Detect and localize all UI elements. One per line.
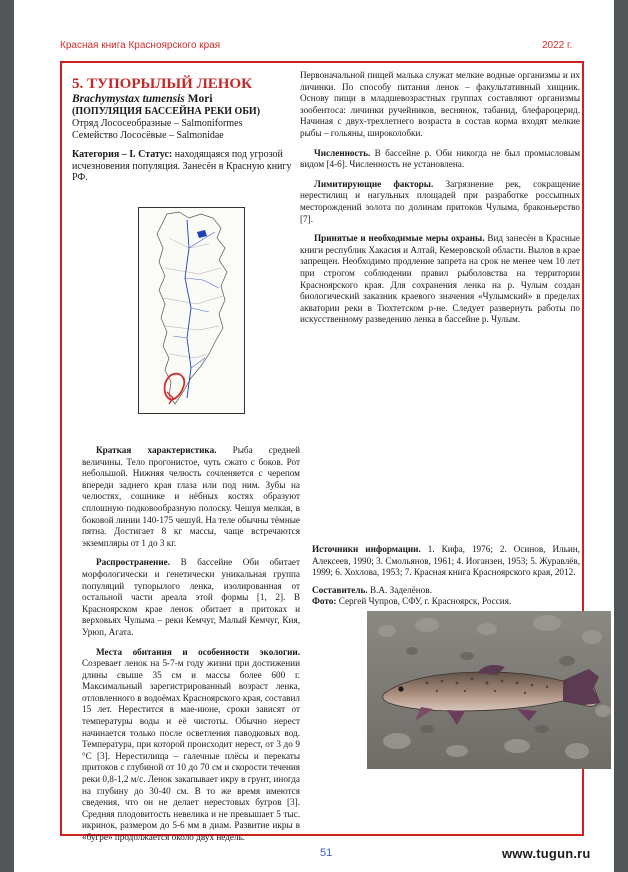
range-map-svg <box>139 208 244 413</box>
left-column <box>72 76 300 184</box>
right-lower-column <box>312 544 580 608</box>
ecology-text: Созревает ленок на 5-7-м году жизни при достижении длины свыше 35 см и массы более 600 г. Максимальный зарегистрированный возраст ленка, отловленного в водоёмах Красноярского края, составил 15 лет. Нерестится в мае-июне, сроки зависят от температуры воды и её чистоты. Обычно нерест начинается только после осветления паводковых вод. Температура, при которой происходит нерест, от 3 до 9 °С [3]. Нерестилища – галечные плёсы и перекаты притоков с глубиной от 10 до 70 см и скорости течения реки 0,8-1,2 м/с. Ленок закапывает икру в грунт, иногда на глубину до 30-40 см. В то же время имеются сведения, что он не делает нерестовых бугров [3]. Средняя плодовитость невелика и не превышает 5 тыс. икринок, размером до 5-6 мм в диам. Развитие икры в «бугре» продолжается около двух недель. <box>82 658 300 842</box>
characteristics-heading: Краткая характеристика. <box>96 445 217 455</box>
right-column <box>300 70 580 326</box>
ecology-paragraph <box>82 647 300 844</box>
watermark: www.tugun.ru <box>502 846 591 861</box>
page-number: 51 <box>320 847 333 859</box>
protection-text: Вид занесён в Красные книги республик Хакасия и Алтай, Кемеровской области. Вылов в крае запрещен. Необходимо продление запрета на срок не менее чем 10 лет при строгом соблюдении правил рыболовства на территории Красноярского края. Для сохранения ленка на р. Чулым создан биологический заказник краевого значения «Чулымский» в пределах акватории реки в Тюхтетском р-не. Следует развернуть работы по искусственному разведению ленка в бассейне р. Чулым. <box>300 233 580 325</box>
author-text: В.А. Заделёнов. <box>369 584 432 595</box>
fish-photo-svg <box>367 611 611 769</box>
food-paragraph: Первоначальной пищей малька служат мелкие водные организмы и их личинки. По способу питания ленок – факультативный хищник. Основу пищи в младшевозрастных группах составляют организмы зообентоса: личинки ручейников, веснянок, табанид, блефароцерид. Начиная с двух-трехлетнего возраста в состав корма входят мелкие рыбы – гольяны, широколобки. <box>300 70 580 138</box>
distribution-text: В бассейне Оби обитает морфологически и генетически уникальная группа популяций тупорылого ленка, изолированная от остальной части ареала этой формы [1, 2]. В Красноярском крае ленок обитает в притоках и верховьях Чулыма – реки Кемчуг, Малый Кемчуг, Кия, Урюп, Агата. <box>82 557 300 637</box>
latin-binomial: Brachymystax tumensis <box>72 93 185 105</box>
taxonomy-family: Семейство Лососёвые – Salmonidae <box>72 130 224 141</box>
population-label: (ПОПУЛЯЦИЯ БАССЕЙНА РЕКИ ОБИ) <box>72 106 261 117</box>
photo-credit-heading: Фото: <box>312 596 337 607</box>
author-paragraph <box>312 585 580 597</box>
fish-photo <box>367 611 611 769</box>
left-lower-column <box>82 445 300 844</box>
protection-heading: Принятые и необходимые меры охраны. <box>314 233 485 244</box>
limiting-paragraph <box>300 179 580 225</box>
species-name: ТУПОРЫЛЫЙ ЛЕНОК <box>87 76 252 92</box>
protection-paragraph <box>300 233 580 326</box>
species-title <box>72 76 300 93</box>
category-label: Категория – I. Статус: <box>72 149 173 160</box>
distribution-heading: Распространение. <box>96 557 171 568</box>
range-map <box>138 207 245 414</box>
numbers-paragraph <box>300 148 580 171</box>
sources-text: 1. Кифа, 1976; 2. Осинов, Ильин, Алексеев, 1990; 3. Смольянов, 1961; 4. Иоганзен, 1953; 5. Журавлёв, 1999; 6. Хохлова, 1953; 7. Красная книга Красноярского края, 2012. <box>312 544 580 578</box>
limiting-heading: Лимитирующие факторы. <box>314 178 434 189</box>
photo-credit-text: Сергей Чупров, СФУ, г. Красноярск, Россия. <box>338 596 512 607</box>
distribution-paragraph <box>82 557 300 638</box>
characteristics-text: Рыба средней величины. Тело прогонистое, чуть сжато с боков. Рот небольшой. Нижняя челюсть сочленяется с черепом впереди заднего края глаза или под ним. Зубы на челюстях, сошнике и нёбных костях образуют сплошную подковообразную полоску. Чешуя мелкая, в боковой линии 140-175 чешуй. На теле обычны тёмные пятна. Достигает 8 кг массы, чаще встречаются экземпляры от 1 до 3 кг. <box>82 445 301 548</box>
category-text: находящаяся под угрозой исчезновения популяция. Занесён в Красную книгу РФ. <box>72 149 292 183</box>
numbers-heading: Численность. <box>314 147 371 158</box>
sources-paragraph <box>312 544 580 579</box>
latin-name <box>72 93 300 106</box>
latin-author: Mori <box>187 93 213 105</box>
taxonomy-order: Отряд Лососеобразные – Salmoniformes <box>72 118 243 129</box>
sources-heading: Источники информации. <box>312 544 421 554</box>
species-number: 5. <box>72 76 84 92</box>
running-header-year: 2022 г. <box>542 40 573 51</box>
characteristics-paragraph <box>82 445 300 549</box>
running-header-book: Красная книга Красноярского края <box>60 40 221 51</box>
category-status <box>72 149 300 184</box>
ecology-heading: Места обитания и особенности экологии. <box>96 646 300 657</box>
author-heading: Составитель. <box>312 584 368 595</box>
photo-credit-paragraph <box>312 596 580 608</box>
limiting-text: Загрязнение рек, сокращение нерестилищ и нагульных площадей при разработке россыпных месторождений золота по долинам притоков Чулыма, браконьерство [7]. <box>300 178 580 224</box>
numbers-text: В бассейне р. Оби никогда не был промысловым видом [4-6]. Численность не установлена. <box>300 147 581 170</box>
